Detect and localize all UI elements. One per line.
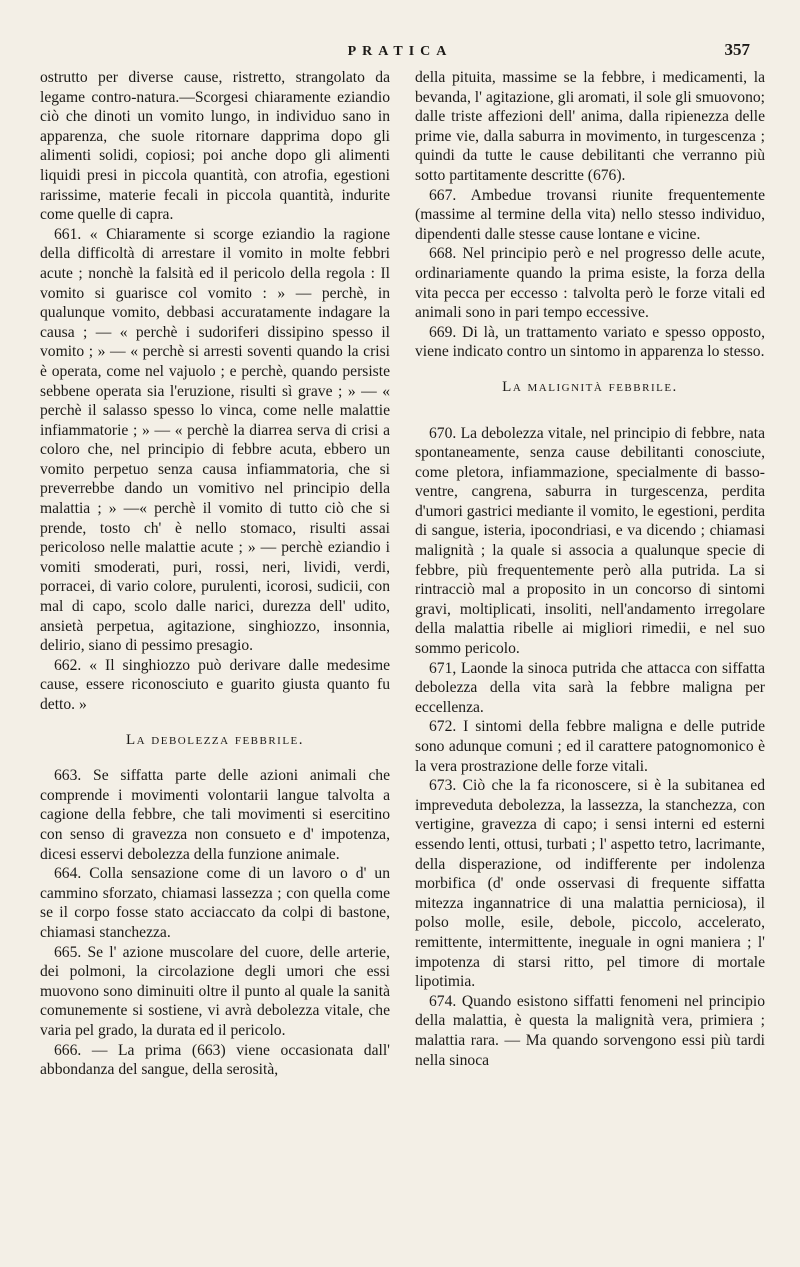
paragraph-668: 668. Nel principio però e nel progresso delle acute, ordinariamente quando la prima esiste, la forza della vita pecca per eccesso : talvolta però le forze vitali ed animali sono in pari tempo eccessive. [415,245,765,322]
paragraph-662: 662. « Il singhiozzo può derivare dalle medesime cause, essere riconosciuto e guarito giusta quanto fu detto. » [40,656,390,713]
paragraph-continuation: ostrutto per diverse cause, ristretto, strangolato da legame contro-natura.—Scorgesi chiaramente eziandio ciò che dinoti un vomito lungo, in individuo sano in apparenza, che suole ritornare dapprima dopo gli alimenti solidi, copiosi; poi anche dopo gli alimenti liquidi presi in piccola quantità, con atrofia, egestioni rarissime, materie fecali in piccola quantità, indurite come quelle di capra. [40,69,390,224]
paragraph-663: 663. Se siffatta parte delle azioni animali che comprende i movimenti volontarii langue talvolta a cagione della febbre, che tali movimenti si esercitino con senso di gravezza non consueto e d' impotenza, dicesi esservi debolezza della funzione animale. [40,767,390,863]
paragraph-672: 672. I sintomi della febbre maligna e delle putride sono adunque comuni ; ed il carattere patognomonico è la vera prostrazione delle forze vitali. [415,718,765,775]
running-head: PRATICA [347,44,453,59]
right-column [415,68,765,1070]
paragraph-664: 664. Colla sensazione come di un lavoro o d' un cammino sforzato, chiamasi lassezza ; con quella come se il corpo fosse stato acciaccato da colpi di bastone, chiamasi stanchezza. [40,865,390,941]
paragraph-671: 671, Laonde la sinoca putrida che attacca con siffatta debolezza della vita sarà la febbre maligna per eccellenza. [415,659,765,716]
spacer [415,414,765,424]
page-header [40,40,760,64]
left-column [40,68,390,1080]
paragraph-665: 665. Se l' azione muscolare del cuore, delle arterie, dei polmoni, la circolazione degli umori che essi muovono sono diminuiti oltre il punto al quale la sanità comunemente si sostiene, vi avrà debolezza vitale, che varia pel grado, la durata ed il pericolo. [40,943,390,1039]
paragraph-670: 670. La debolezza vitale, nel principio di febbre, nata spontaneamente, senza cause debilitanti conosciute, come pletora, infiammazione, specialmente di basso-ventre, cangrena, saburra in turgescenza, perdita d'umori gastrici mediante il vomito, le egestioni, perdita di sangue, isteria, ipocondriasi, e va dicendo ; chiamasi malignità ; la quale si associa a qualunque specie di febbre, più frequentemente però alla putrida. La si rintracciò mal a proposito in un concorso di sintomi gravi, moltiplicati, insoliti, nell'andamento irregolare della malattia ribelle ai migliori rimedii, e nel suo sommo pericolo. [415,424,765,658]
paragraph-666: 666. — La prima (663) viene occasionata dall' abbondanza del sangue, della serosità, [40,1041,390,1079]
paragraph-673: 673. Ciò che la fa riconoscere, si è la subitanea ed impreveduta debolezza, la lassezza, la stanchezza, con vertigine, gravezza di capo; i sensi interni ed esterni essendo lenti, ottusi, turbati ; l' aspetto tetro, lacrimante, della disperazione, od indifferente per indolenza morbifica (d' onde osservasi di frequente siffatta mitezza ingannatrice di una malattia perniciosa), il polso molle, esile, debole, piccolo, accelerato, remittente, intermittente, ineguale in ogni maniera ; l' impotenza di starsi ritto, pel timore di mortale lipotimia. [415,777,765,991]
paragraph-667: 667. Ambedue trovansi riunite frequentemente (massime al termine della vita) nello stesso individuo, dipendenti dalle stesse cause lontane e vicine. [415,186,765,243]
paragraph-661: 661. « Chiaramente si scorge eziandio la ragione della difficoltà di arrestare il vomito in molte febbri acute ; nonchè la falsità ed il pericolo della regola : Il vomito si guarisce col vomito : » — perchè, in qualunque vomito, debbasi accuratamente indagare la causa ; — « perchè i sudoriferi dissipino spesso il vomito ; » — « perchè si arresti soventi quando la crisi è operata, come nel vajuolo ; e perchè, quando persiste sebbene operata sia l'eruzione, risulti sì grave ; » — « perchè il salasso spesso lo vinca, come nelle malattie infiammatorie ; » — « perchè la diarrea serva di crisi a coloro che, nel principio di febbre acuta, ebbero un vomito perpetuo senza causa infiammatoria, che si preverrebbe dando un vomitivo nel principio della malattia ; » —« perchè il vomito di tutto ciò che si prende, tosto ch' è nello stomaco, risulti assai pericoloso nelle malattie acute ; » — perchè eziandio i vomiti smoderati, puri, rossi, neri, lividi, verdi, porracei, di vario colore, purulenti, icorosi, sudicii, con mal di capo, scolo dalle narici, durezza dell' udito, ansietà perpetua, agitazione, singhiozzo, insonnia, delirio, siano di pessimo presagio. [40,225,390,655]
page-number: 357 [724,40,750,59]
section-title-debolezza: La debolezza febbrile. [125,731,305,748]
paragraph-674: 674. Quando esistono siffatti fenomeni nel principio della malattia, è questa la malignità vera, primiera ; malattia rara. — Ma quando sorvengono essi più tardi nella sinoca [415,992,765,1069]
paragraph-continuation: della pituita, massime se la febbre, i medicamenti, la bevanda, l' agitazione, gli aromati, il sole gli smuovono; dalle triste affezioni dell' anima, dalla ripienezza delle prime vie, dalla saburra in movimento, in turgescenza ; quindi da tutte le cause debilitanti che verranno più sotto partitamente descritte (676). [415,69,765,184]
section-title-malignita: La malignità febbrile. [502,378,678,395]
paragraph-669: 669. Di là, un trattamento variato e spesso opposto, viene indicato contro un sintomo in apparenza lo stesso. [415,323,765,361]
